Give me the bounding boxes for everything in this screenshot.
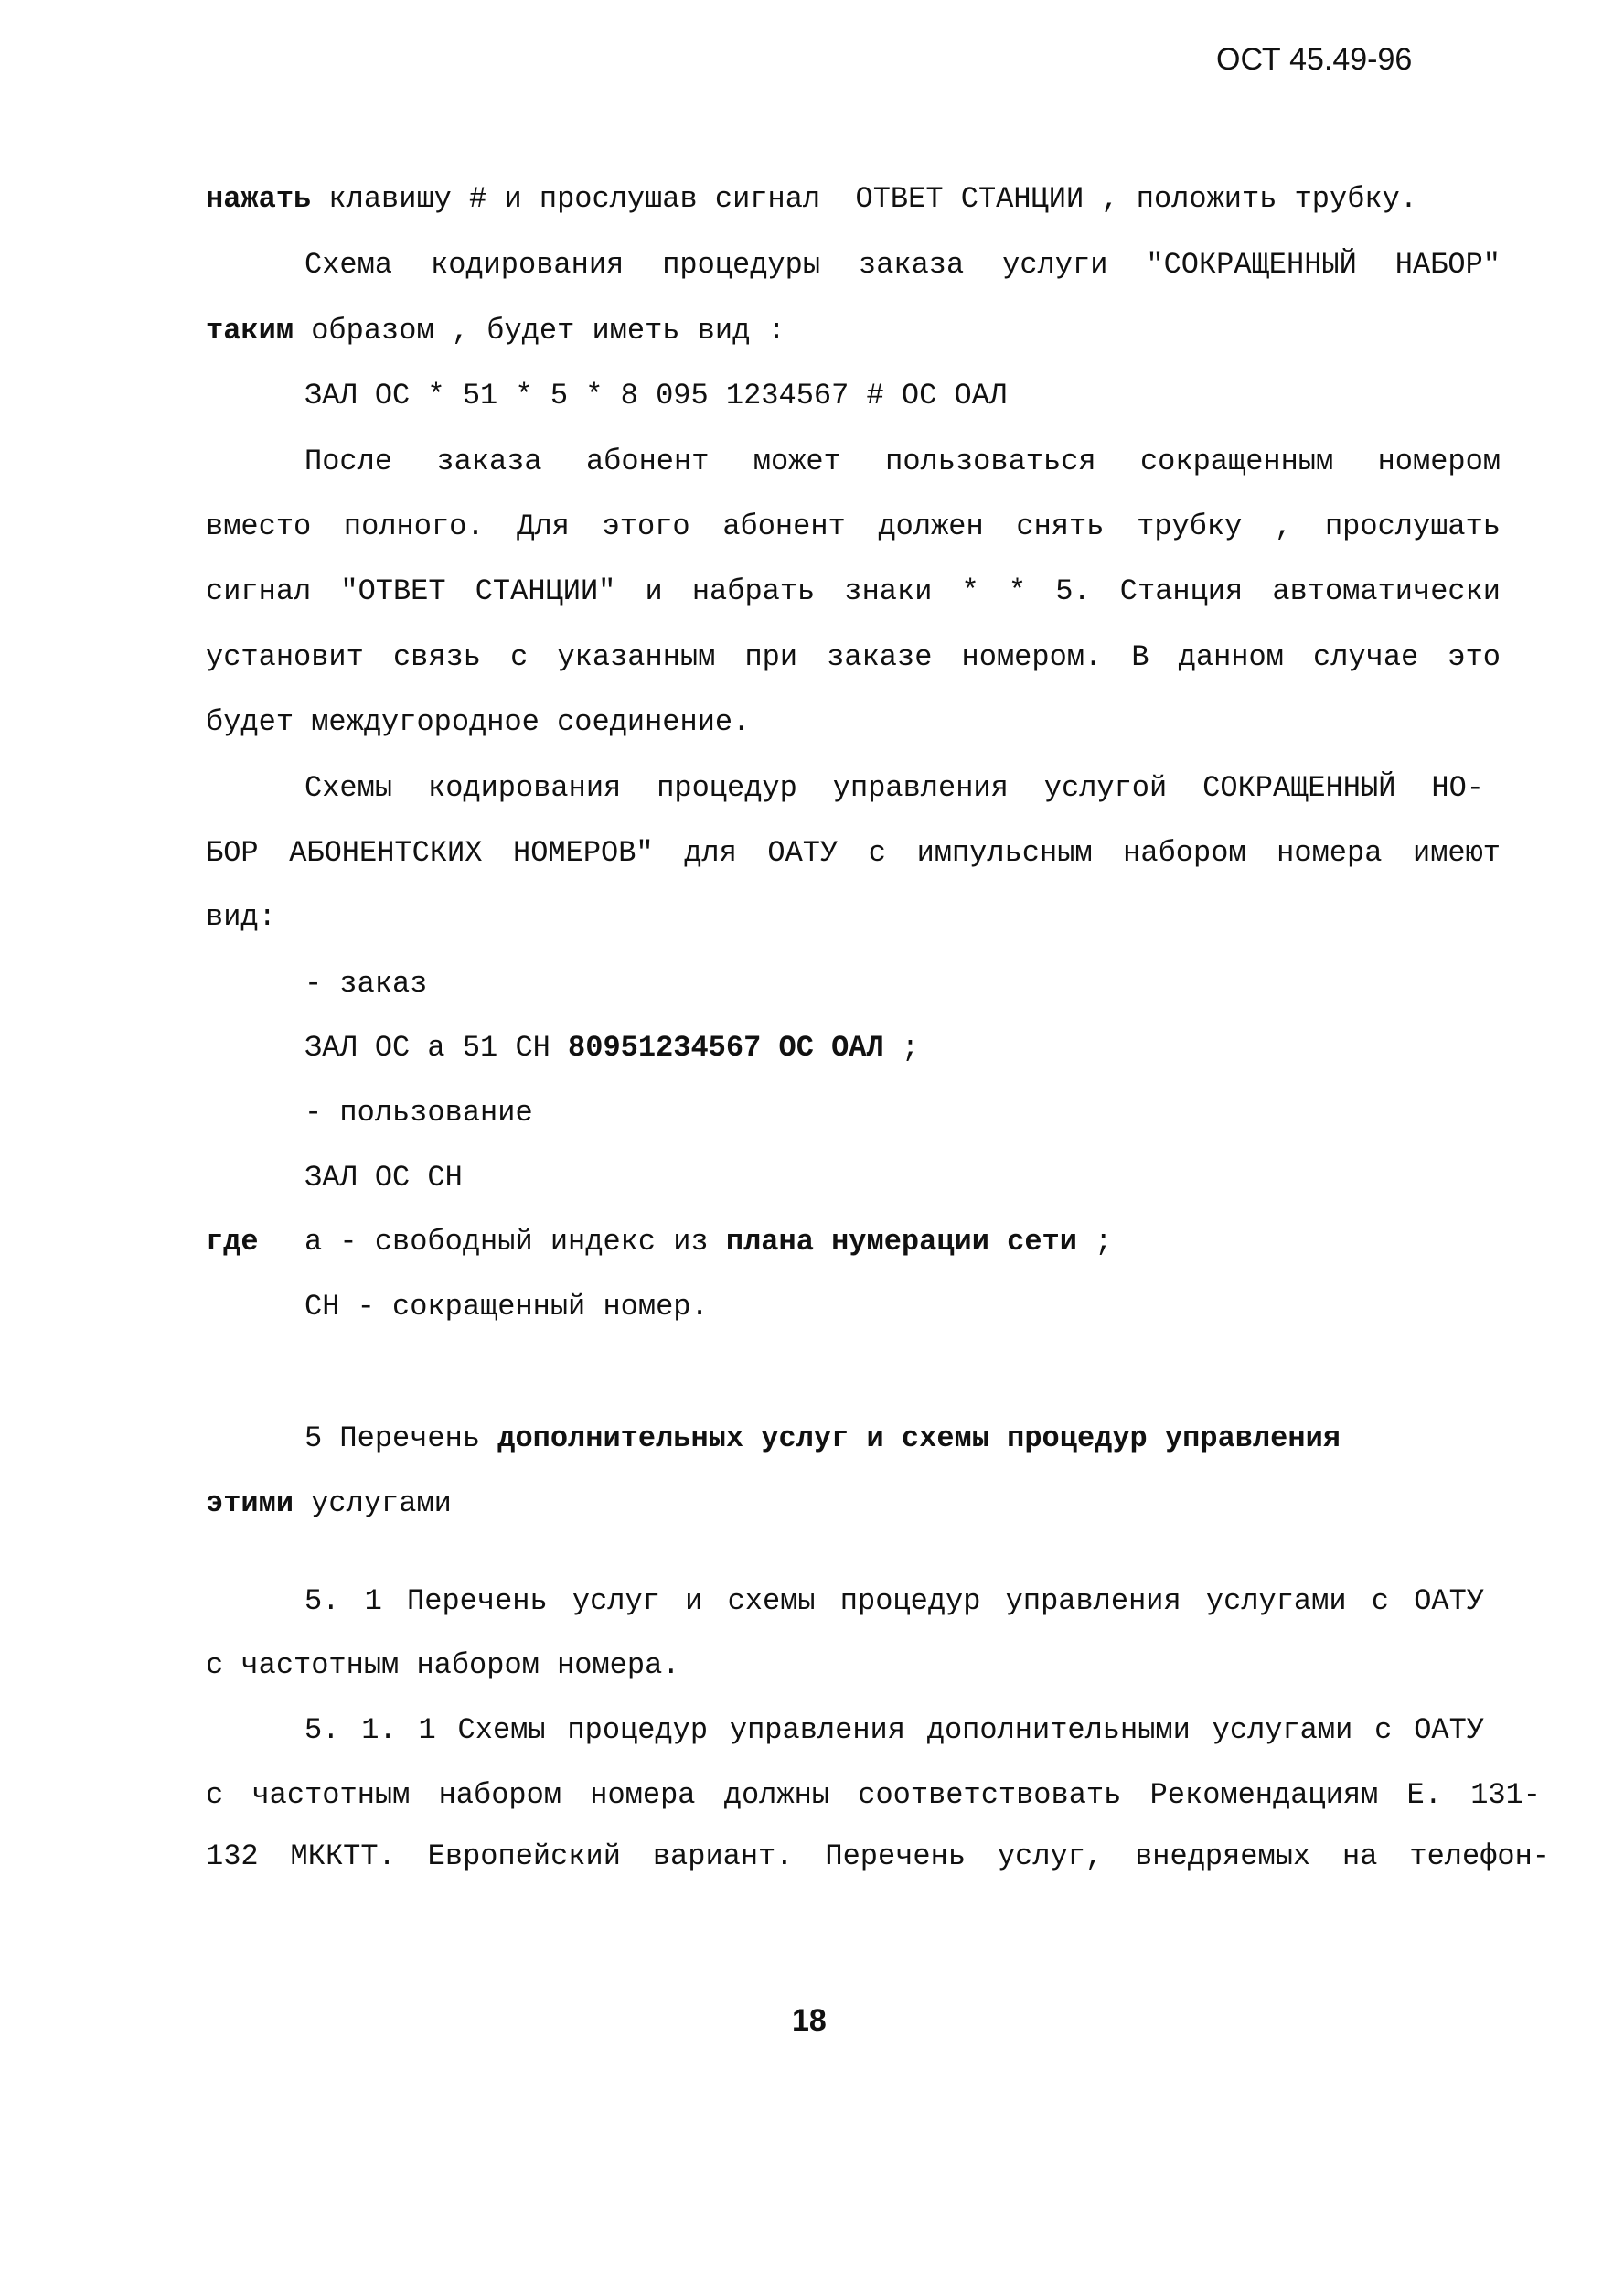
text-line: Схемы кодирования процедур управления услугой СОКРАЩЕННЫЙ НО- xyxy=(304,771,1484,805)
text-line: установит связь с указанным при заказе номером. В данном случае это xyxy=(206,640,1501,674)
text-segment: ЗАЛ ОС а 51 СН xyxy=(304,1031,569,1065)
code-line: ЗАЛ ОС * 51 * 5 * 8 095 1234567 # ОС ОАЛ xyxy=(304,379,1008,413)
text-line: вместо полного. Для этого абонент должен снять трубку , прослушать xyxy=(206,509,1501,543)
text-line xyxy=(206,181,1501,218)
text-segment: 5 Перечень xyxy=(304,1421,498,1455)
list-item: - пользование xyxy=(304,1096,533,1130)
text-segment: таким xyxy=(206,314,294,348)
text-line xyxy=(304,1224,1501,1260)
text-segment: а - свободный индекс из xyxy=(304,1225,726,1259)
text-segment: ; xyxy=(1076,1225,1113,1259)
section-heading xyxy=(206,1485,1501,1522)
text-segment: дополнительных услуг и схемы процедур управления xyxy=(497,1421,1341,1455)
text-line: будет междугородное соединение. xyxy=(206,705,751,739)
text-segment: где xyxy=(206,1225,259,1259)
text-line: Схема кодирования процедуры заказа услуги "СОКРАЩЕННЫЙ НАБОР" xyxy=(304,248,1501,282)
text-segment: этими xyxy=(206,1486,294,1520)
text-segment: 80951234567 ОС ОАЛ xyxy=(568,1031,884,1065)
text-line: После заказа абонент может пользоваться сокращенным номером xyxy=(304,445,1501,478)
code-line xyxy=(304,1030,1501,1067)
text-line: вид: xyxy=(206,900,276,934)
text-segment: клавишу # и прослушав сигнал ОТВЕТ СТАНЦИИ , положить трубку. xyxy=(311,182,1418,216)
text-segment: плана нумерации сети xyxy=(725,1225,1077,1259)
code-line: ЗАЛ ОС СН xyxy=(304,1161,463,1195)
text-line xyxy=(206,313,1501,349)
document-header: ОСТ 45.49-96 xyxy=(1216,42,1413,77)
text-line: с частотным набором номера должны соответствовать Рекомендациям Е. 131- xyxy=(206,1778,1541,1812)
page-number: 18 xyxy=(792,2003,827,2038)
section-heading xyxy=(304,1421,1501,1457)
text-segment: образом , будет иметь вид : xyxy=(294,314,785,348)
text-line: 5. 1 Перечень услуг и схемы процедур управления услугами с ОАТУ xyxy=(304,1584,1484,1618)
text-line: с частотным набором номера. xyxy=(206,1648,680,1682)
text-line: 5. 1. 1 Схемы процедур управления дополнительными услугами с ОАТУ xyxy=(304,1713,1484,1747)
text-line: 132 МККТТ. Европейский вариант. Перечень услуг, внедряемых на телефон- xyxy=(206,1839,1550,1873)
list-item: - заказ xyxy=(304,967,428,1001)
text-line: сигнал "ОТВЕТ СТАНЦИИ" и набрать знаки * * 5. Станция автоматически xyxy=(206,574,1501,608)
text-segment: нажать xyxy=(206,182,312,216)
text-segment: услугами xyxy=(294,1486,452,1520)
text-line: СН - сокращенный номер. xyxy=(304,1290,709,1324)
text-line: БОР АБОНЕНТСКИХ НОМЕРОВ" для ОАТУ с импульсным набором номера имеют xyxy=(206,836,1501,870)
text-segment: ; xyxy=(883,1031,920,1065)
